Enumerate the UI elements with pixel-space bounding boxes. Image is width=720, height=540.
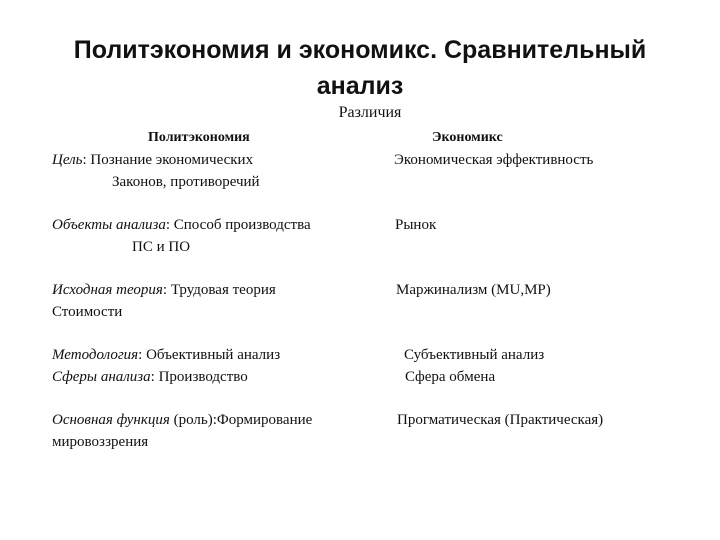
- row-sphere-value: Производство: [158, 369, 248, 385]
- row-theory-value-line2: Стоимости: [52, 304, 123, 320]
- row-objects-value-line1: Способ производства: [173, 217, 311, 233]
- row-function-value-line1: (роль):Формирование: [173, 412, 313, 428]
- row-function-label: Основная функция: [52, 412, 170, 428]
- row-sphere-sep: :: [150, 369, 159, 385]
- row-sphere-label: Сферы анализа: [52, 369, 151, 385]
- section-subtitle: Различия: [338, 104, 402, 121]
- row-theory-sep: :: [162, 282, 171, 298]
- column-header-economics: Экономикс: [432, 130, 503, 145]
- slide-title: [0, 32, 720, 104]
- row-methodology-value: Объективный анализ: [146, 347, 281, 363]
- row-function-right: Прогматическая (Практическая): [397, 412, 604, 428]
- row-methodology-left: [52, 344, 280, 366]
- row-goal-value-line2: Законов, противоречий: [112, 174, 260, 190]
- slide-title-line1: Политэкономия и экономикс. Сравнительный: [73, 36, 647, 64]
- row-goal-sep: :: [82, 152, 91, 168]
- row-objects-right: Рынок: [395, 217, 437, 233]
- row-methodology-label: Методология: [52, 347, 139, 363]
- row-goal-label: Цель: [52, 152, 83, 168]
- row-theory-value-line1: Трудовая теория: [170, 282, 276, 298]
- row-objects-value-line2: ПС и ПО: [132, 239, 191, 255]
- row-goal-value-line1: Познание экономических: [90, 152, 254, 168]
- row-theory-label: Исходная теория: [52, 282, 163, 298]
- row-methodology-right: Субъективный анализ: [404, 347, 545, 363]
- row-methodology-sep: :: [138, 347, 147, 363]
- slide-title-line2: анализ: [316, 72, 404, 100]
- row-objects-sep: :: [165, 217, 174, 233]
- row-objects-left: [52, 214, 311, 236]
- row-sphere-left: [52, 366, 248, 388]
- row-theory-left: [52, 279, 276, 301]
- column-header-political-economy: Политэкономия: [148, 130, 250, 145]
- row-objects-label: Объекты анализа: [52, 217, 166, 233]
- row-goal-right: Экономическая эффективность: [394, 152, 594, 168]
- row-goal-left: [52, 149, 253, 171]
- row-function-left: [52, 409, 312, 431]
- row-theory-right: Маржинализм (MU,MP): [396, 282, 551, 298]
- row-function-value-line2: мировоззрения: [52, 434, 149, 450]
- row-sphere-right: Сфера обмена: [405, 369, 496, 385]
